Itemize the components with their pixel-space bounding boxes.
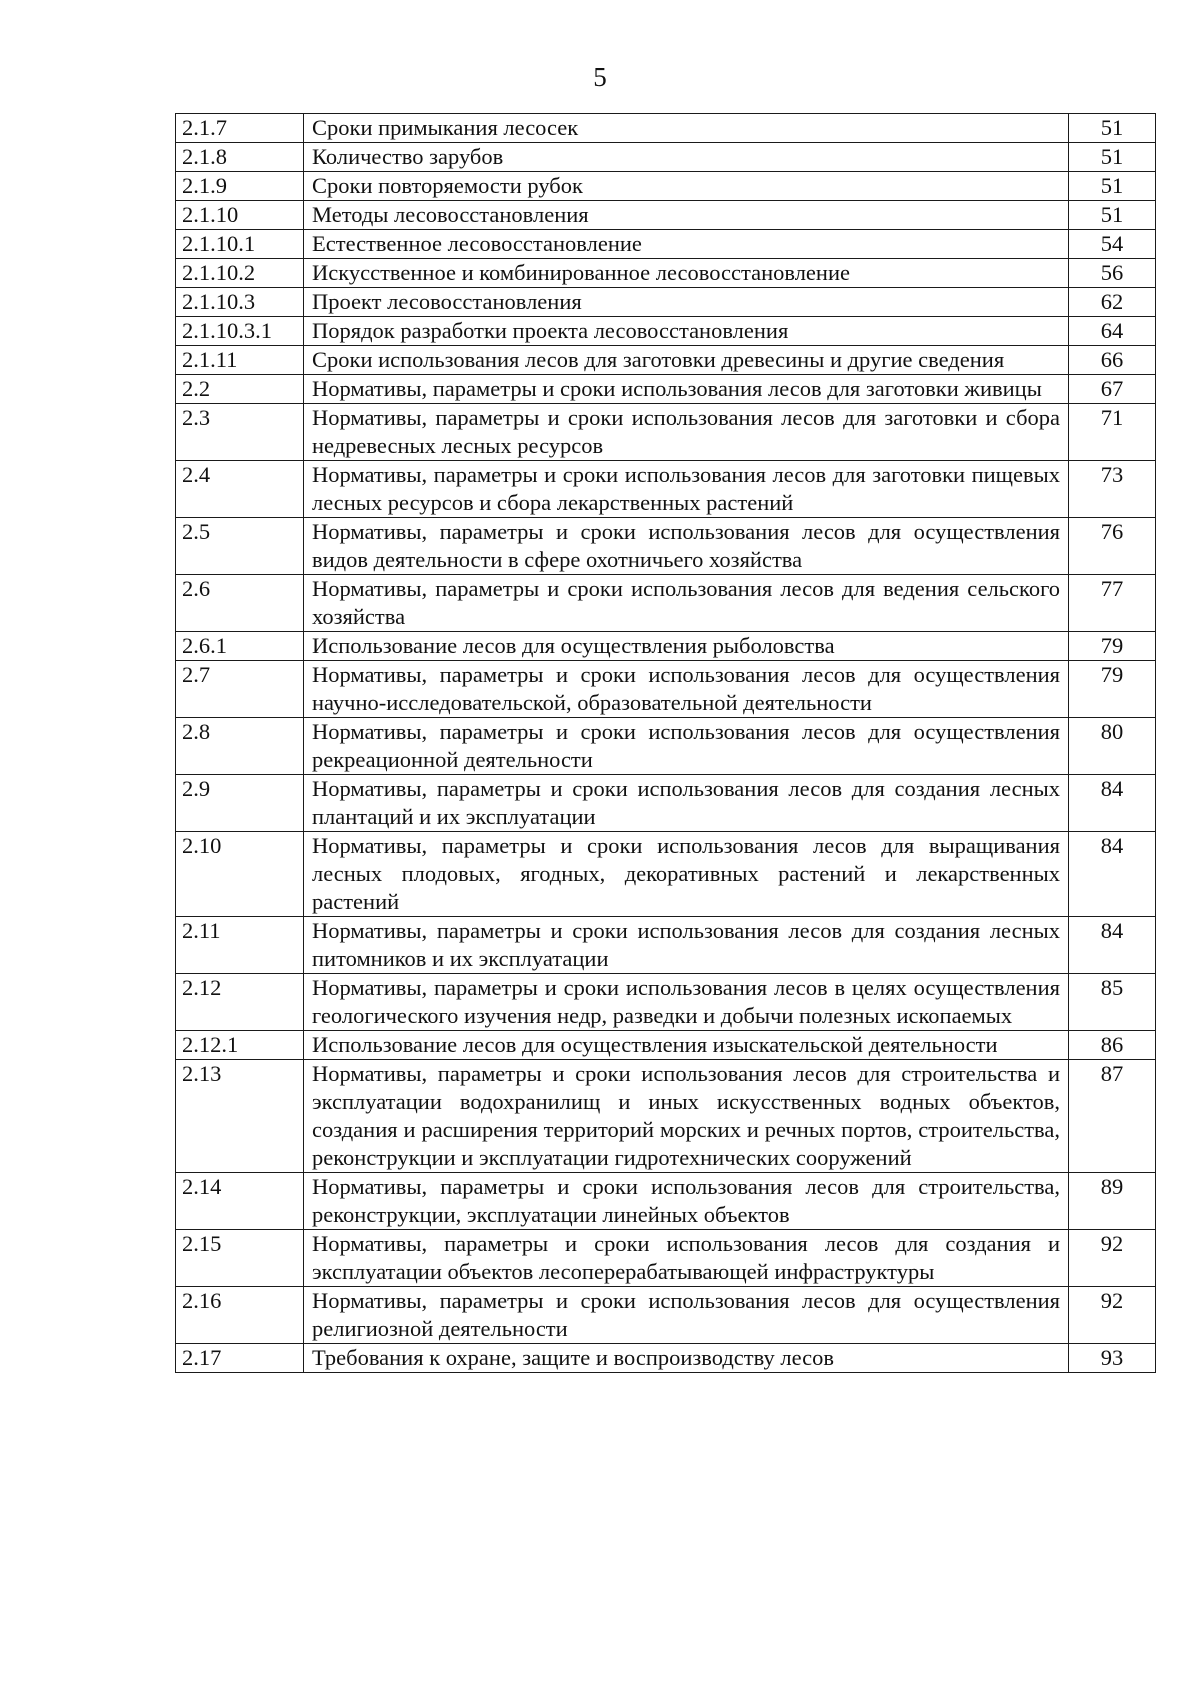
- section-number: 2.1.10.3: [176, 288, 304, 317]
- section-title: Требования к охране, защите и воспроизводству лесов: [304, 1344, 1069, 1373]
- page-ref: 87: [1069, 1060, 1156, 1173]
- section-number: 2.1.7: [176, 114, 304, 143]
- toc-row: [176, 317, 1156, 346]
- toc-row: [176, 346, 1156, 375]
- page-ref: 79: [1069, 632, 1156, 661]
- section-title: Нормативы, параметры и сроки использования лесов для осуществления рекреационной деятельности: [304, 718, 1069, 775]
- toc-row: [176, 288, 1156, 317]
- toc-row: [176, 375, 1156, 404]
- section-number: 2.4: [176, 461, 304, 518]
- section-title: Нормативы, параметры и сроки использования лесов для осуществления религиозной деятельности: [304, 1287, 1069, 1344]
- page-ref: 79: [1069, 661, 1156, 718]
- toc-row: [176, 974, 1156, 1031]
- section-title: Сроки повторяемости рубок: [304, 172, 1069, 201]
- toc-row: [176, 575, 1156, 632]
- section-title: Методы лесовосстановления: [304, 201, 1069, 230]
- section-number: 2.2: [176, 375, 304, 404]
- toc-row: [176, 201, 1156, 230]
- toc-row: [176, 1031, 1156, 1060]
- section-title: Сроки примыкания лесосек: [304, 114, 1069, 143]
- section-title: Нормативы, параметры и сроки использования лесов для строительства и эксплуатации водохранилищ и иных искусственных водных объектов, создания и расширения территорий морских и речных портов, строительства, реконструкции и эксплуатации гидротехнических сооружений: [304, 1060, 1069, 1173]
- page-number: 5: [593, 62, 607, 92]
- section-number: 2.1.10: [176, 201, 304, 230]
- toc-row: [176, 230, 1156, 259]
- section-number: 2.1.9: [176, 172, 304, 201]
- section-number: 2.12: [176, 974, 304, 1031]
- toc-row: [176, 172, 1156, 201]
- page-ref: 80: [1069, 718, 1156, 775]
- toc-row: [176, 832, 1156, 917]
- page-ref: 51: [1069, 172, 1156, 201]
- section-number: 2.1.10.1: [176, 230, 304, 259]
- section-number: 2.16: [176, 1287, 304, 1344]
- page-ref: 92: [1069, 1230, 1156, 1287]
- page-ref: 71: [1069, 404, 1156, 461]
- section-number: 2.3: [176, 404, 304, 461]
- page-ref: 73: [1069, 461, 1156, 518]
- toc-row: [176, 1344, 1156, 1373]
- section-number: 2.1.10.2: [176, 259, 304, 288]
- section-number: 2.15: [176, 1230, 304, 1287]
- toc-row: [176, 1060, 1156, 1173]
- toc-row: [176, 461, 1156, 518]
- page-ref: 67: [1069, 375, 1156, 404]
- toc-row: [176, 1230, 1156, 1287]
- section-number: 2.17: [176, 1344, 304, 1373]
- toc-row: [176, 917, 1156, 974]
- page-ref: 93: [1069, 1344, 1156, 1373]
- page-ref: 51: [1069, 201, 1156, 230]
- section-title: Нормативы, параметры и сроки использования лесов для заготовки пищевых лесных ресурсов и сбора лекарственных растений: [304, 461, 1069, 518]
- page-ref: 51: [1069, 114, 1156, 143]
- toc-row: [176, 718, 1156, 775]
- section-title: Порядок разработки проекта лесовосстановления: [304, 317, 1069, 346]
- section-number: 2.12.1: [176, 1031, 304, 1060]
- section-title: Проект лесовосстановления: [304, 288, 1069, 317]
- section-number: 2.10: [176, 832, 304, 917]
- page-ref: 84: [1069, 775, 1156, 832]
- section-title: Нормативы, параметры и сроки использования лесов для ведения сельского хозяйства: [304, 575, 1069, 632]
- toc-row: [176, 1287, 1156, 1344]
- section-number: 2.8: [176, 718, 304, 775]
- section-title: Нормативы, параметры и сроки использования лесов для создания лесных питомников и их эксплуатации: [304, 917, 1069, 974]
- section-number: 2.1.8: [176, 143, 304, 172]
- section-title: Нормативы, параметры и сроки использования лесов для создания лесных плантаций и их эксплуатации: [304, 775, 1069, 832]
- section-title: Нормативы, параметры и сроки использования лесов для заготовки и сбора недревесных лесных ресурсов: [304, 404, 1069, 461]
- page-ref: 56: [1069, 259, 1156, 288]
- toc-row: [176, 632, 1156, 661]
- section-title: Количество зарубов: [304, 143, 1069, 172]
- section-title: Сроки использования лесов для заготовки древесины и другие сведения: [304, 346, 1069, 375]
- page-ref: 66: [1069, 346, 1156, 375]
- section-title: Искусственное и комбинированное лесовосстановление: [304, 259, 1069, 288]
- toc-row: [176, 259, 1156, 288]
- toc-row: [176, 404, 1156, 461]
- page-ref: 77: [1069, 575, 1156, 632]
- page-ref: 84: [1069, 917, 1156, 974]
- page-ref: 85: [1069, 974, 1156, 1031]
- page-ref: 92: [1069, 1287, 1156, 1344]
- page-ref: 89: [1069, 1173, 1156, 1230]
- toc-row: [176, 143, 1156, 172]
- section-title: Нормативы, параметры и сроки использования лесов для осуществления научно-исследовательской, образовательной деятельности: [304, 661, 1069, 718]
- page-ref: 54: [1069, 230, 1156, 259]
- page-ref: 51: [1069, 143, 1156, 172]
- toc-row: [176, 518, 1156, 575]
- section-number: 2.9: [176, 775, 304, 832]
- section-number: 2.14: [176, 1173, 304, 1230]
- section-number: 2.7: [176, 661, 304, 718]
- section-title: Использование лесов для осуществления изыскательской деятельности: [304, 1031, 1069, 1060]
- toc-body: [176, 114, 1156, 1373]
- page-ref: 64: [1069, 317, 1156, 346]
- section-title: Нормативы, параметры и сроки использования лесов для выращивания лесных плодовых, ягодных, декоративных растений и лекарственных растений: [304, 832, 1069, 917]
- section-number: 2.11: [176, 917, 304, 974]
- page-ref: 62: [1069, 288, 1156, 317]
- page-ref: 76: [1069, 518, 1156, 575]
- section-number: 2.13: [176, 1060, 304, 1173]
- section-number: 2.1.10.3.1: [176, 317, 304, 346]
- toc-row: [176, 775, 1156, 832]
- section-title: Нормативы, параметры и сроки использования лесов для создания и эксплуатации объектов лесоперерабатывающей инфраструктуры: [304, 1230, 1069, 1287]
- toc-row: [176, 114, 1156, 143]
- section-number: 2.6.1: [176, 632, 304, 661]
- section-number: 2.5: [176, 518, 304, 575]
- section-title: Использование лесов для осуществления рыболовства: [304, 632, 1069, 661]
- section-title: Нормативы, параметры и сроки использования лесов в целях осуществления геологического изучения недр, разведки и добычи полезных ископаемых: [304, 974, 1069, 1031]
- page-ref: 84: [1069, 832, 1156, 917]
- toc-row: [176, 661, 1156, 718]
- section-title: Естественное лесовосстановление: [304, 230, 1069, 259]
- section-title: Нормативы, параметры и сроки использования лесов для строительства, реконструкции, эксплуатации линейных объектов: [304, 1173, 1069, 1230]
- page-ref: 86: [1069, 1031, 1156, 1060]
- table-of-contents: [175, 113, 1156, 1373]
- section-title: Нормативы, параметры и сроки использования лесов для заготовки живицы: [304, 375, 1069, 404]
- section-number: 2.1.11: [176, 346, 304, 375]
- section-number: 2.6: [176, 575, 304, 632]
- section-title: Нормативы, параметры и сроки использования лесов для осуществления видов деятельности в сфере охотничьего хозяйства: [304, 518, 1069, 575]
- toc-row: [176, 1173, 1156, 1230]
